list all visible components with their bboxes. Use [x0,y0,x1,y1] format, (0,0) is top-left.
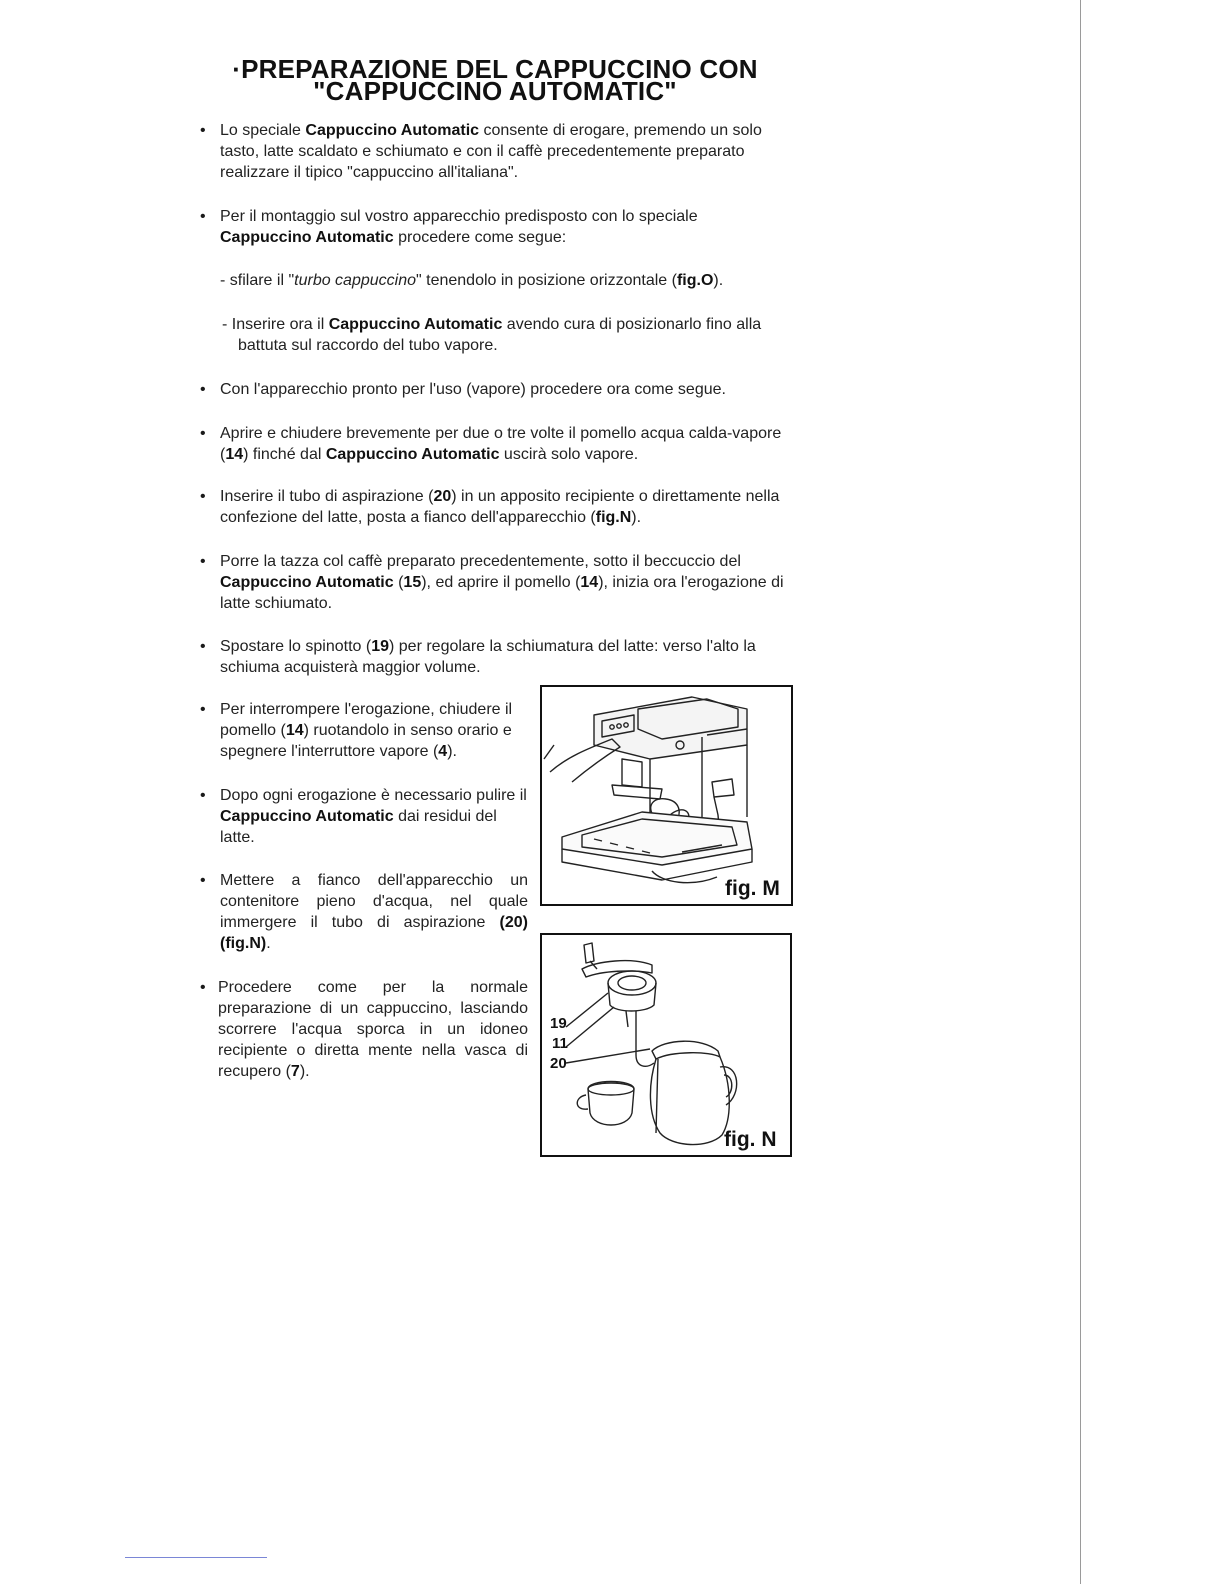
callout-11: 11 [552,1035,568,1052]
bullet-marker: • [200,208,206,225]
bullet-marker: • [200,488,206,505]
paragraph-open-close: Aprire e chiudere brevemente per due o tre volte il pomello acqua calda-vapore (14) finché dal Cappuccino Automatic uscirà solo vapore. [220,425,782,463]
paragraph-ready: Con l'apparecchio pronto per l'uso (vapore) procedere ora come segue. [220,381,726,398]
title-line-1: ·PREPARAZIONE DEL CAPPUCCINO CON [232,54,758,84]
bullet-marker: • [200,553,206,570]
page-edge-line [1080,0,1081,1584]
bullet-marker: • [200,787,206,804]
figure-n [540,933,792,1157]
espresso-machine-illustration [542,687,791,904]
figure-m [540,685,793,906]
cappuccino-automatic-illustration [542,935,790,1155]
paragraph-intro: Lo speciale Cappuccino Automatic consente di erogare, premendo un solo tasto, latte scaldato e schiumato e con il caffè precedentemente preparato realizzare il tipico "cappuccino all'italiana". [220,122,762,181]
step-insert-automatic: - Inserire ora il Cappuccino Automatic avendo cura di posizionarlo fino alla battuta sul raccordo del tubo vapore. [222,316,762,354]
footnote-rule [125,1557,267,1558]
step-remove-turbo: - sfilare il "turbo cappuccino" tenendolo in posizione orizzontale (fig.O). [220,272,724,289]
bullet-marker: • [200,381,206,398]
bullet-marker: • [200,979,206,996]
paragraph-flush: Procedere come per la normale preparazione di un cappuccino, lasciando scorrere l'acqua sporca in un idoneo recipiente o diretta mente nella vasca di recupero (7). [218,979,528,1080]
paragraph-place-cup: Porre la tazza col caffè preparato precedentemente, sotto il beccuccio del Cappuccino Automatic (15), ed aprire il pomello (14), inizia ora l'erogazione di latte schiumato. [220,553,784,612]
bullet-marker: • [200,425,206,442]
bullet-marker: • [200,122,206,139]
callout-20: 20 [550,1055,567,1072]
paragraph-suction-tube: Inserire il tubo di aspirazione (20) in un apposito recipiente o direttamente nella confezione del latte, posta a fianco dell'apparecchio (fig.N). [220,488,780,526]
page-title [200,54,790,106]
title-line-2: "CAPPUCCINO AUTOMATIC" [313,76,677,106]
paragraph-mounting: Per il montaggio sul vostro apparecchio predisposto con lo speciale Cappuccino Automatic procedere come segue: [220,208,698,246]
bullet-marker: • [200,872,206,889]
bullet-marker: • [200,701,206,718]
callout-19: 19 [550,1015,567,1032]
paragraph-stop: Per interrompere l'erogazione, chiudere il pomello (14) ruotandolo in senso orario e spegnere l'interruttore vapore (4). [220,701,513,760]
fig-n-label: fig. N [724,1128,777,1151]
paragraph-adjust-foam: Spostare lo spinotto (19) per regolare la schiumatura del latte: verso l'alto la schiuma acquisterà maggior volume. [220,638,756,676]
bullet-marker: • [200,638,206,655]
paragraph-clean: Dopo ogni erogazione è necessario pulire il Cappuccino Automatic dai residui del latte. [220,787,527,846]
fig-m-label: fig. M [725,877,780,900]
paragraph-water-container: Mettere a fianco dell'apparecchio un contenitore pieno d'acqua, nel quale immergere il tubo di aspirazione (20)(fig.N). [220,872,528,952]
